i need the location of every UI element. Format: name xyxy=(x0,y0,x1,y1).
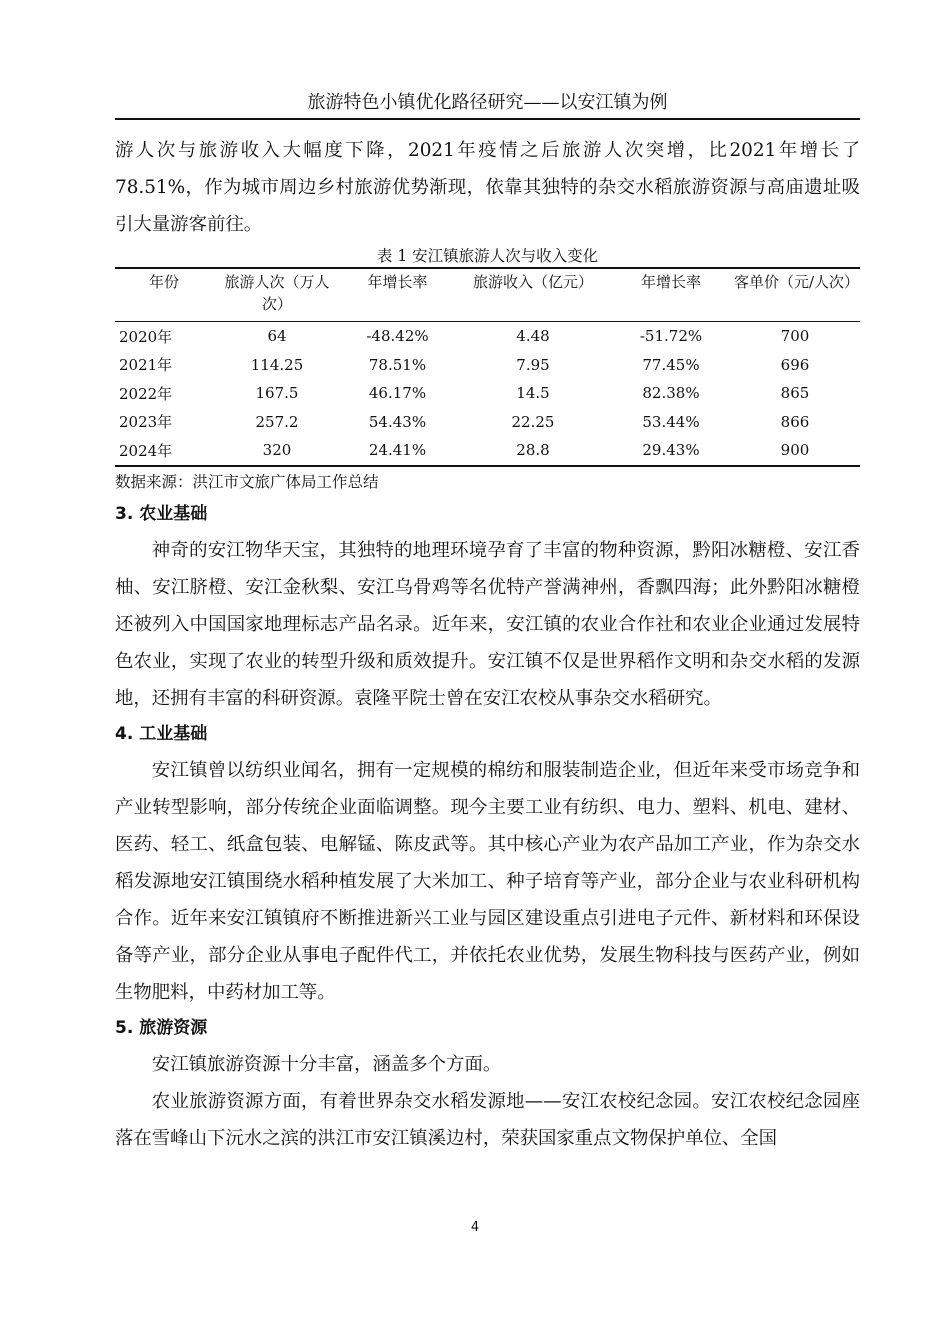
table-cell: 78.51% xyxy=(368,355,427,374)
table-cell: 900 xyxy=(780,441,810,460)
table-cell: 29.43% xyxy=(642,441,700,460)
page-number: 4 xyxy=(470,1220,480,1235)
table-cell: 77.45% xyxy=(642,355,700,374)
table-caption: 表 1 安江镇旅游人次与收入变化 xyxy=(376,247,599,265)
table-cell: 7.95 xyxy=(516,355,550,374)
page-body xyxy=(115,132,860,1157)
table-cell: 865 xyxy=(780,384,810,403)
table-cell: 2023年 xyxy=(119,413,173,432)
table-row xyxy=(115,322,860,351)
table-cell: 22.25 xyxy=(511,412,555,431)
table-cell: 24.41% xyxy=(368,441,427,460)
table-cell: 700 xyxy=(780,327,810,346)
table-cell: 2020年 xyxy=(119,327,173,346)
table-cell: 46.17% xyxy=(368,384,427,403)
section-paragraph: 神奇的安江物华天宝，其独特的地理环境孕育了丰富的物种资源，黔阳冰糖橙、安江香柚、安江脐橙、安江金秋梨、安江乌骨鸡等名优特产誉满神州，香飘四海；此外黔阳冰糖橙还被列入中国国家地理标志产品名录。近年来，安江镇的农业合作社和农业企业通过发展特色农业，实现了农业的转型升级和质效提升。安江镇不仅是世界稻作文明和杂交水稻的发源地，还拥有丰富的科研资源。袁隆平院士曾在安江农校从事杂交水稻研究。 xyxy=(115,539,860,709)
table-cell: 2022年 xyxy=(119,384,173,403)
table-cell: 114.25 xyxy=(250,355,304,374)
table-row xyxy=(115,436,860,466)
table-header: 客单价（元/人次） xyxy=(730,268,860,322)
table-cell: -48.42% xyxy=(366,327,429,346)
running-header: 旅游特色小镇优化路径研究——以安江镇为例 xyxy=(115,90,860,120)
table-cell: 2024年 xyxy=(119,441,173,460)
section-paragraph: 安江镇曾以纺织业闻名，拥有一定规模的棉纺和服装制造企业，但近年来受市场竞争和产业转型影响，部分传统企业面临调整。现今主要工业有纺织、电力、塑料、机电、建材、医药、轻工、纸盒包装、电解锰、陈皮武等。其中核心产业为农产品加工产业，作为杂交水稻发源地安江镇围绕水稻种植发展了大米加工、种子培育等产业，部分企业与农业科研机构合作。近年来安江镇镇府不断推进新兴工业与园区建设重点引进电子元件、新材料和环保设备等产业，部分企业从事电子配件代工，并依托农业优势，发展生物科技与医药产业，例如生物肥料，中药材加工等。 xyxy=(115,759,860,1003)
table-cell: 64 xyxy=(267,327,287,346)
table-header: 年增长率 xyxy=(341,268,454,322)
section-heading: 5. 旅游资源 xyxy=(115,1017,208,1038)
intro-paragraph: 游人次与旅游收入大幅度下降，2021年疫情之后旅游人次突增，比2021年增长了78.51%，作为城市周边乡村旅游优势渐现，依靠其独特的杂交水稻旅游资源与高庙遗址吸引大量游客前往。 xyxy=(115,140,860,235)
section-paragraph: 农业旅游资源方面，有着世界杂交水稻发源地——安江农校纪念园。安江农校纪念园座落在雪峰山下沅水之滨的洪江市安江镇溪边村，荣获国家重点文物保护单位、全国 xyxy=(115,1090,860,1149)
table-cell: 696 xyxy=(780,355,810,374)
section-heading: 4. 工业基础 xyxy=(115,723,208,744)
table-header: 旅游收入（亿元） xyxy=(454,268,612,322)
table-header: 旅游人次（万人次） xyxy=(213,268,341,322)
section-paragraph: 安江镇旅游资源十分丰富，涵盖多个方面。 xyxy=(151,1053,502,1075)
table-header: 年份 xyxy=(115,268,213,322)
table-cell: 54.43% xyxy=(368,412,427,431)
table-cell: 28.8 xyxy=(516,441,550,460)
table-cell: 2021年 xyxy=(119,356,173,375)
table-cell: 82.38% xyxy=(642,384,700,403)
table-cell: 866 xyxy=(780,412,810,431)
table-cell: 14.5 xyxy=(516,384,550,403)
table-header: 年增长率 xyxy=(612,268,730,322)
table-cell: 320 xyxy=(262,441,292,460)
table-cell: 53.44% xyxy=(642,412,700,431)
table-header-row xyxy=(115,268,860,322)
section-heading: 3. 农业基础 xyxy=(115,503,208,524)
table-cell: 4.48 xyxy=(516,327,550,346)
table-cell: -51.72% xyxy=(639,327,703,346)
table-row xyxy=(115,351,860,380)
table-source: 数据来源：洪江市文旅广体局工作总结 xyxy=(115,472,379,491)
table-cell: 257.2 xyxy=(255,412,299,431)
table-cell: 167.5 xyxy=(255,384,299,403)
table-row xyxy=(115,379,860,408)
table-row xyxy=(115,408,860,437)
tourism-table xyxy=(115,267,860,467)
